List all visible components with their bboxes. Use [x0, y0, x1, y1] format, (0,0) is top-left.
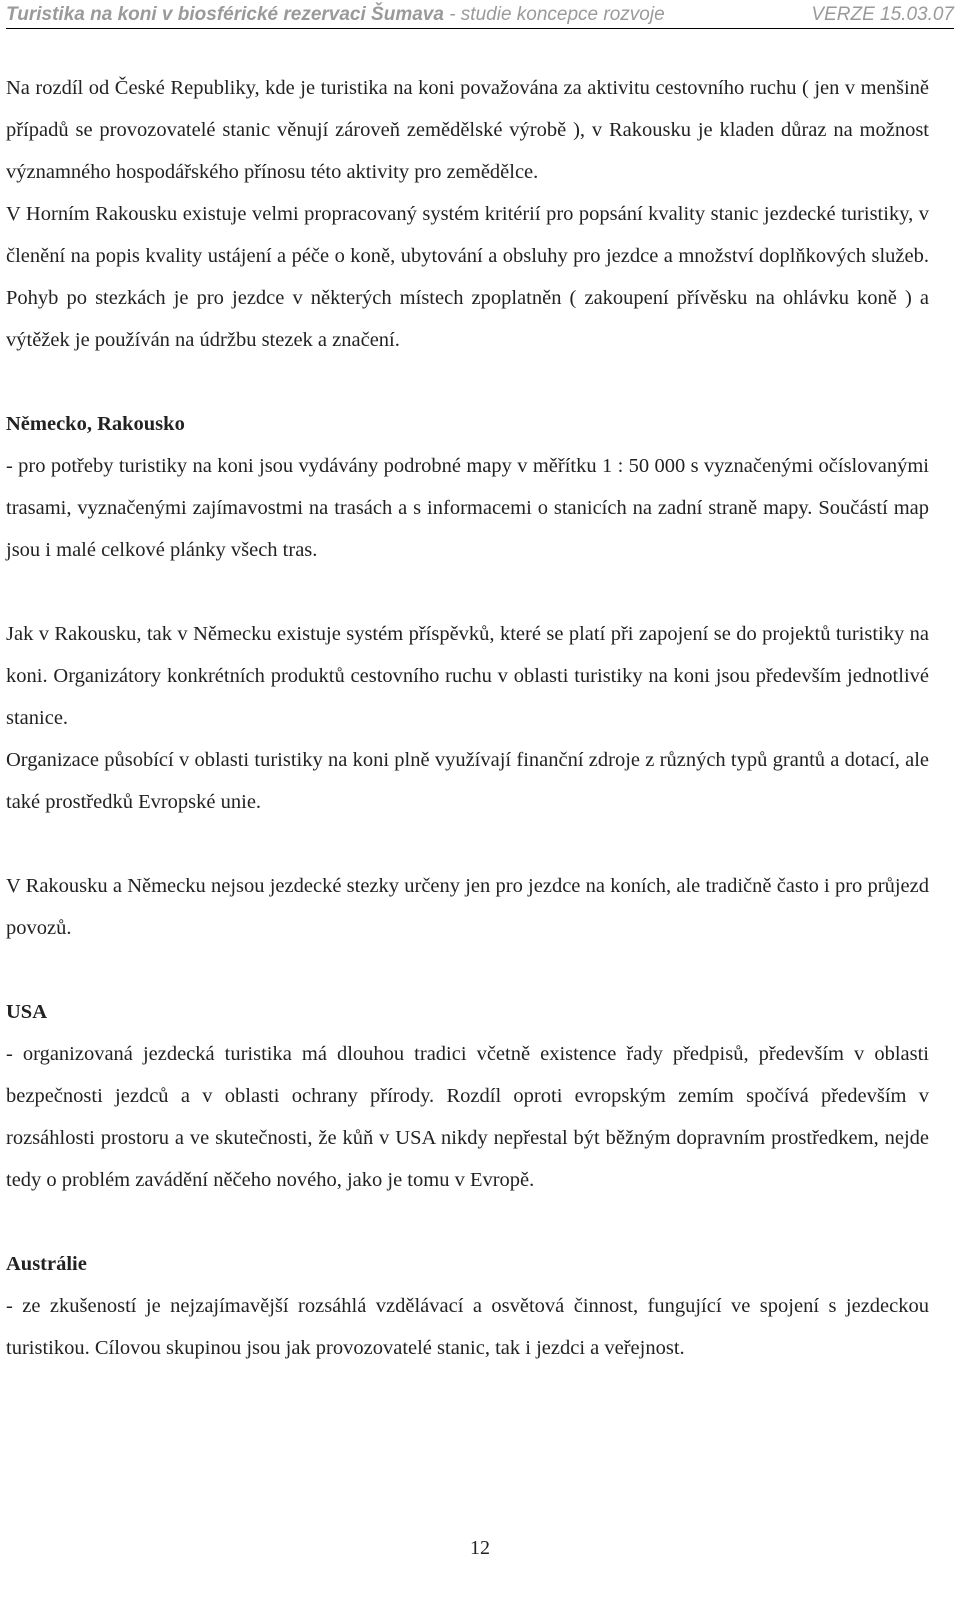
header-version: VERZE 15.03.07 — [811, 4, 954, 25]
heading-germany-austria: Německo, Rakousko — [6, 413, 185, 435]
header-title: Turistika na koni v biosférické rezervaci Šumava — [6, 4, 444, 25]
paragraph-usa: - organizovaná jezdecká turistika má dlouhou tradici včetně existence řady předpisů, především v oblasti bezpečnosti jezdců a v oblasti ochrany přírody. Rozdíl oproti evropským zemím spočívá především v rozsáhlosti prostoru a ve skutečnosti, že kůň v USA nikdy nepřestal být běžným dopravním prostředkem, nejde tedy o problém zavádění něčeho nového, jako je tomu v Evropě. — [6, 1043, 929, 1191]
paragraph-upper-austria: V Horním Rakousku existuje velmi propracovaný systém kritérií pro popsání kvality stanic jezdecké turistiky, v členění na popis kvality ustájení a péče o koně, ubytování a obsluhy pro jezdce a množství doplňkových služeb. Pohyb po stezkách je pro jezdce v některých místech zpoplatněn ( zakoupení přívěsku na ohlávku koně ) a výtěžek je používán na údržbu stezek a značení. — [6, 203, 929, 351]
heading-usa: USA — [6, 1001, 48, 1023]
paragraph-czech-vs-austria: Na rozdíl od České Republiky, kde je turistika na koni považována za aktivitu cestovního ruchu ( jen v menšině případů se provozovatelé stanic věnují zároveň zemědělské výrobě ), v Rakousku je kladen důraz na možnost významného hospodářského přínosu této aktivity pro zemědělce. — [6, 77, 929, 183]
paragraph-trails: V Rakousku a Německu nejsou jezdecké stezky určeny jen pro jezdce na koních, ale tradičně často i pro průjezd povozů. — [6, 875, 929, 939]
page-number: 12 — [470, 1537, 490, 1559]
document-body — [6, 67, 929, 1369]
paragraph-contributions: Jak v Rakousku, tak v Německu existuje systém příspěvků, které se platí při zapojení se do projektů turistiky na koni. Organizátory konkrétních produktů cestovního ruchu v oblasti turistiky na koni jsou především jednotlivé stanice. — [6, 623, 929, 729]
paragraph-organizations: Organizace působící v oblasti turistiky na koni plně využívají finanční zdroje z různých typů grantů a dotací, ale také prostředků Evropské unie. — [6, 749, 929, 813]
heading-australia: Austrálie — [6, 1253, 87, 1275]
paragraph-australia: - ze zkušeností je nejzajímavější rozsáhlá vzdělávací a osvětová činnost, fungující ve spojení s jezdeckou turistikou. Cílovou skupinou jsou jak provozovatelé stanic, tak i jezdci a veřejnost. — [6, 1295, 929, 1359]
page-header — [6, 2, 954, 29]
paragraph-maps: - pro potřeby turistiky na koni jsou vydávány podrobné mapy v měřítku 1 : 50 000 s vyznačenými očíslovanými trasami, vyznačenými zajímavostmi na trasách a s informacemi o stanicích na zadní straně mapy. Součástí map jsou i malé celkové plánky všech tras. — [6, 455, 929, 561]
header-subtitle: - studie koncepce rozvoje — [443, 4, 665, 25]
